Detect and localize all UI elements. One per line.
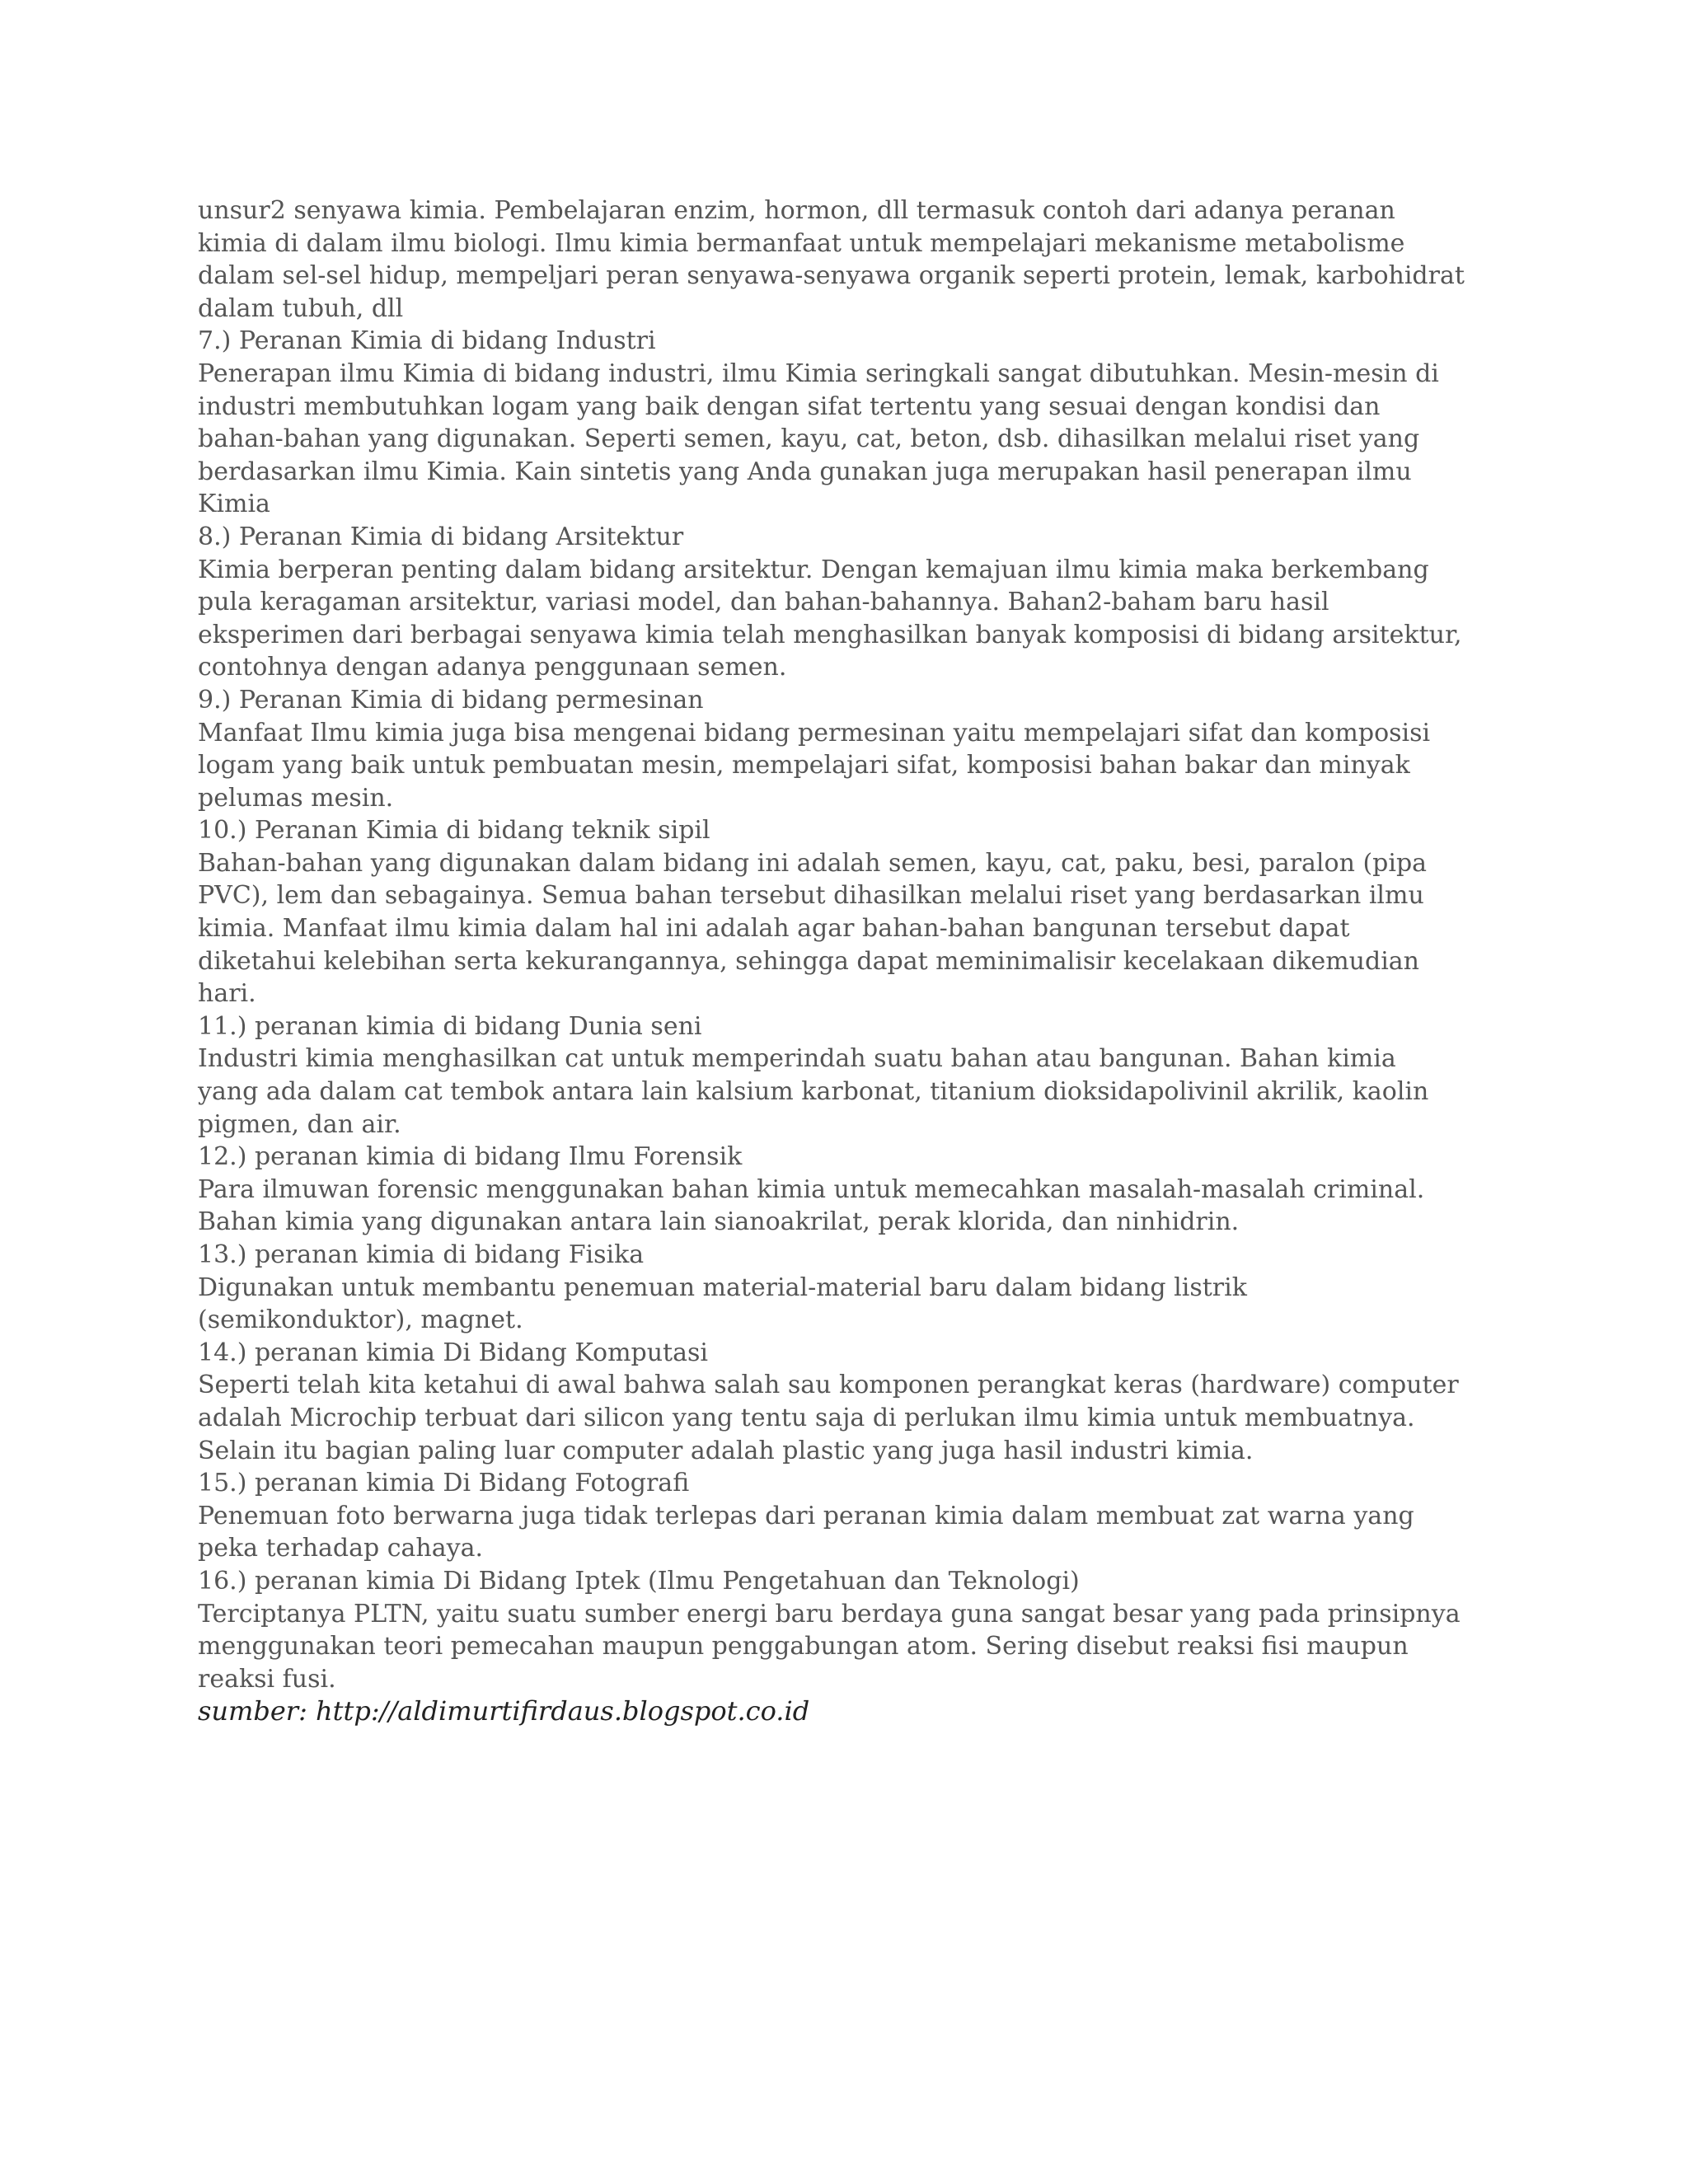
source-citation: sumber: http://aldimurtifirdaus.blogspot.co.id xyxy=(198,1695,810,1727)
document-body xyxy=(198,194,1517,1728)
text-line: reaksi fusi. xyxy=(198,1664,336,1694)
text-line: 9.) Peranan Kimia di bidang permesinan xyxy=(198,685,704,715)
text-line: Kimia berperan penting dalam bidang arsitektur. Dengan kemajuan ilmu kimia maka berkembang xyxy=(198,555,1429,584)
text-line: Industri kimia menghasilkan cat untuk memperindah suatu bahan atau bangunan. Bahan kimia xyxy=(198,1044,1396,1074)
text-line: Selain itu bagian paling luar computer adalah plastic yang juga hasil industri kimia. xyxy=(198,1436,1254,1465)
text-line: contohnya dengan adanya penggunaan semen. xyxy=(198,653,787,682)
text-line: dalam sel-sel hidup, mempeljari peran senyawa-senyawa organik seperti protein, lemak, karbohidrat xyxy=(198,261,1465,291)
text-line: Bahan kimia yang digunakan antara lain sianoakrilat, perak klorida, dan ninhidrin. xyxy=(198,1207,1240,1237)
text-line: eksperimen dari berbagai senyawa kimia telah menghasilkan banyak komposisi di bidang arsitektur, xyxy=(198,620,1462,649)
text-line: hari. xyxy=(198,979,256,1009)
text-line: Para ilmuwan forensic menggunakan bahan kimia untuk memecahkan masalah-masalah criminal. xyxy=(198,1174,1425,1204)
text-line: unsur2 senyawa kimia. Pembelajaran enzim, hormon, dll termasuk contoh dari adanya peranan xyxy=(198,196,1395,225)
text-line: 12.) peranan kimia di bidang Ilmu Forensik xyxy=(198,1142,743,1172)
text-line: 10.) Peranan Kimia di bidang teknik sipil xyxy=(198,816,710,846)
text-line: Digunakan untuk membantu penemuan material-material baru dalam bidang listrik xyxy=(198,1272,1247,1302)
text-line: dalam tubuh, dll xyxy=(198,293,404,323)
text-line: peka terhadap cahaya. xyxy=(198,1534,484,1563)
text-line: 14.) peranan kimia Di Bidang Komputasi xyxy=(198,1338,708,1367)
text-line: 11.) peranan kimia di bidang Dunia seni xyxy=(198,1011,702,1041)
text-line: PVC), lem dan sebagainya. Semua bahan tersebut dihasilkan melalui riset yang berdasarkan ilmu xyxy=(198,881,1424,911)
text-line: Kimia xyxy=(198,490,270,519)
text-line: 8.) Peranan Kimia di bidang Arsitektur xyxy=(198,522,684,551)
text-line: Penerapan ilmu Kimia di bidang industri, ilmu Kimia seringkali sangat dibutuhkan. Mesin-mesin di xyxy=(198,359,1439,388)
text-line: Bahan-bahan yang digunakan dalam bidang ini adalah semen, kayu, cat, paku, besi, paralon (pipa xyxy=(198,848,1428,878)
text-line: adalah Microchip terbuat dari silicon yang tentu saja di perlukan ilmu kimia untuk membuatnya. xyxy=(198,1403,1415,1432)
text-line: industri membutuhkan logam yang baik dengan sifat tertentu yang sesuai dengan kondisi dan xyxy=(198,391,1381,421)
text-line: pelumas mesin. xyxy=(198,783,394,813)
text-line: pigmen, dan air. xyxy=(198,1109,401,1139)
text-line: yang ada dalam cat tembok antara lain kalsium karbonat, titanium dioksidapolivinil akrilik, kaolin xyxy=(198,1077,1429,1107)
text-line: 13.) peranan kimia di bidang Fisika xyxy=(198,1240,645,1269)
text-line: (semikonduktor), magnet. xyxy=(198,1305,523,1335)
text-line: bahan-bahan yang digunakan. Seperti semen, kayu, cat, beton, dsb. dihasilkan melalui riset yang xyxy=(198,424,1420,454)
text-line: 7.) Peranan Kimia di bidang Industri xyxy=(198,326,656,356)
text-line: logam yang baik untuk pembuatan mesin, mempelajari sifat, komposisi bahan bakar dan minyak xyxy=(198,751,1410,780)
text-line: kimia di dalam ilmu biologi. Ilmu kimia bermanfaat untuk mempelajari mekanisme metabolisme xyxy=(198,228,1405,258)
text-line: berdasarkan ilmu Kimia. Kain sintetis yang Anda gunakan juga merupakan hasil penerapan ilmu xyxy=(198,457,1412,486)
text-line: Penemuan foto berwarna juga tidak terlepas dari peranan kimia dalam membuat zat warna yang xyxy=(198,1501,1414,1530)
text-line: 15.) peranan kimia Di Bidang Fotografi xyxy=(198,1469,690,1498)
text-line: Terciptanya PLTN, yaitu suatu sumber energi baru berdaya guna sangat besar yang pada prinsipnya xyxy=(198,1599,1461,1629)
text-line: diketahui kelebihan serta kekurangannya, sehingga dapat meminimalisir kecelakaan dikemudian xyxy=(198,946,1419,976)
text-line: pula keragaman arsitektur, variasi model, dan bahan-bahannya. Bahan2-baham baru hasil xyxy=(198,588,1329,617)
text-line: Manfaat Ilmu kimia juga bisa mengenai bidang permesinan yaitu mempelajari sifat dan komposisi xyxy=(198,718,1431,748)
text-line: Seperti telah kita ketahui di awal bahwa salah sau komponen perangkat keras (hardware) computer xyxy=(198,1371,1459,1400)
text-line: 16.) peranan kimia Di Bidang Iptek (Ilmu Pengetahuan dan Teknologi) xyxy=(198,1566,1080,1596)
text-line: menggunakan teori pemecahan maupun penggabungan atom. Sering disebut reaksi fisi maupun xyxy=(198,1632,1409,1661)
text-line: kimia. Manfaat ilmu kimia dalam hal ini adalah agar bahan-bahan bangunan tersebut dapat xyxy=(198,914,1350,944)
